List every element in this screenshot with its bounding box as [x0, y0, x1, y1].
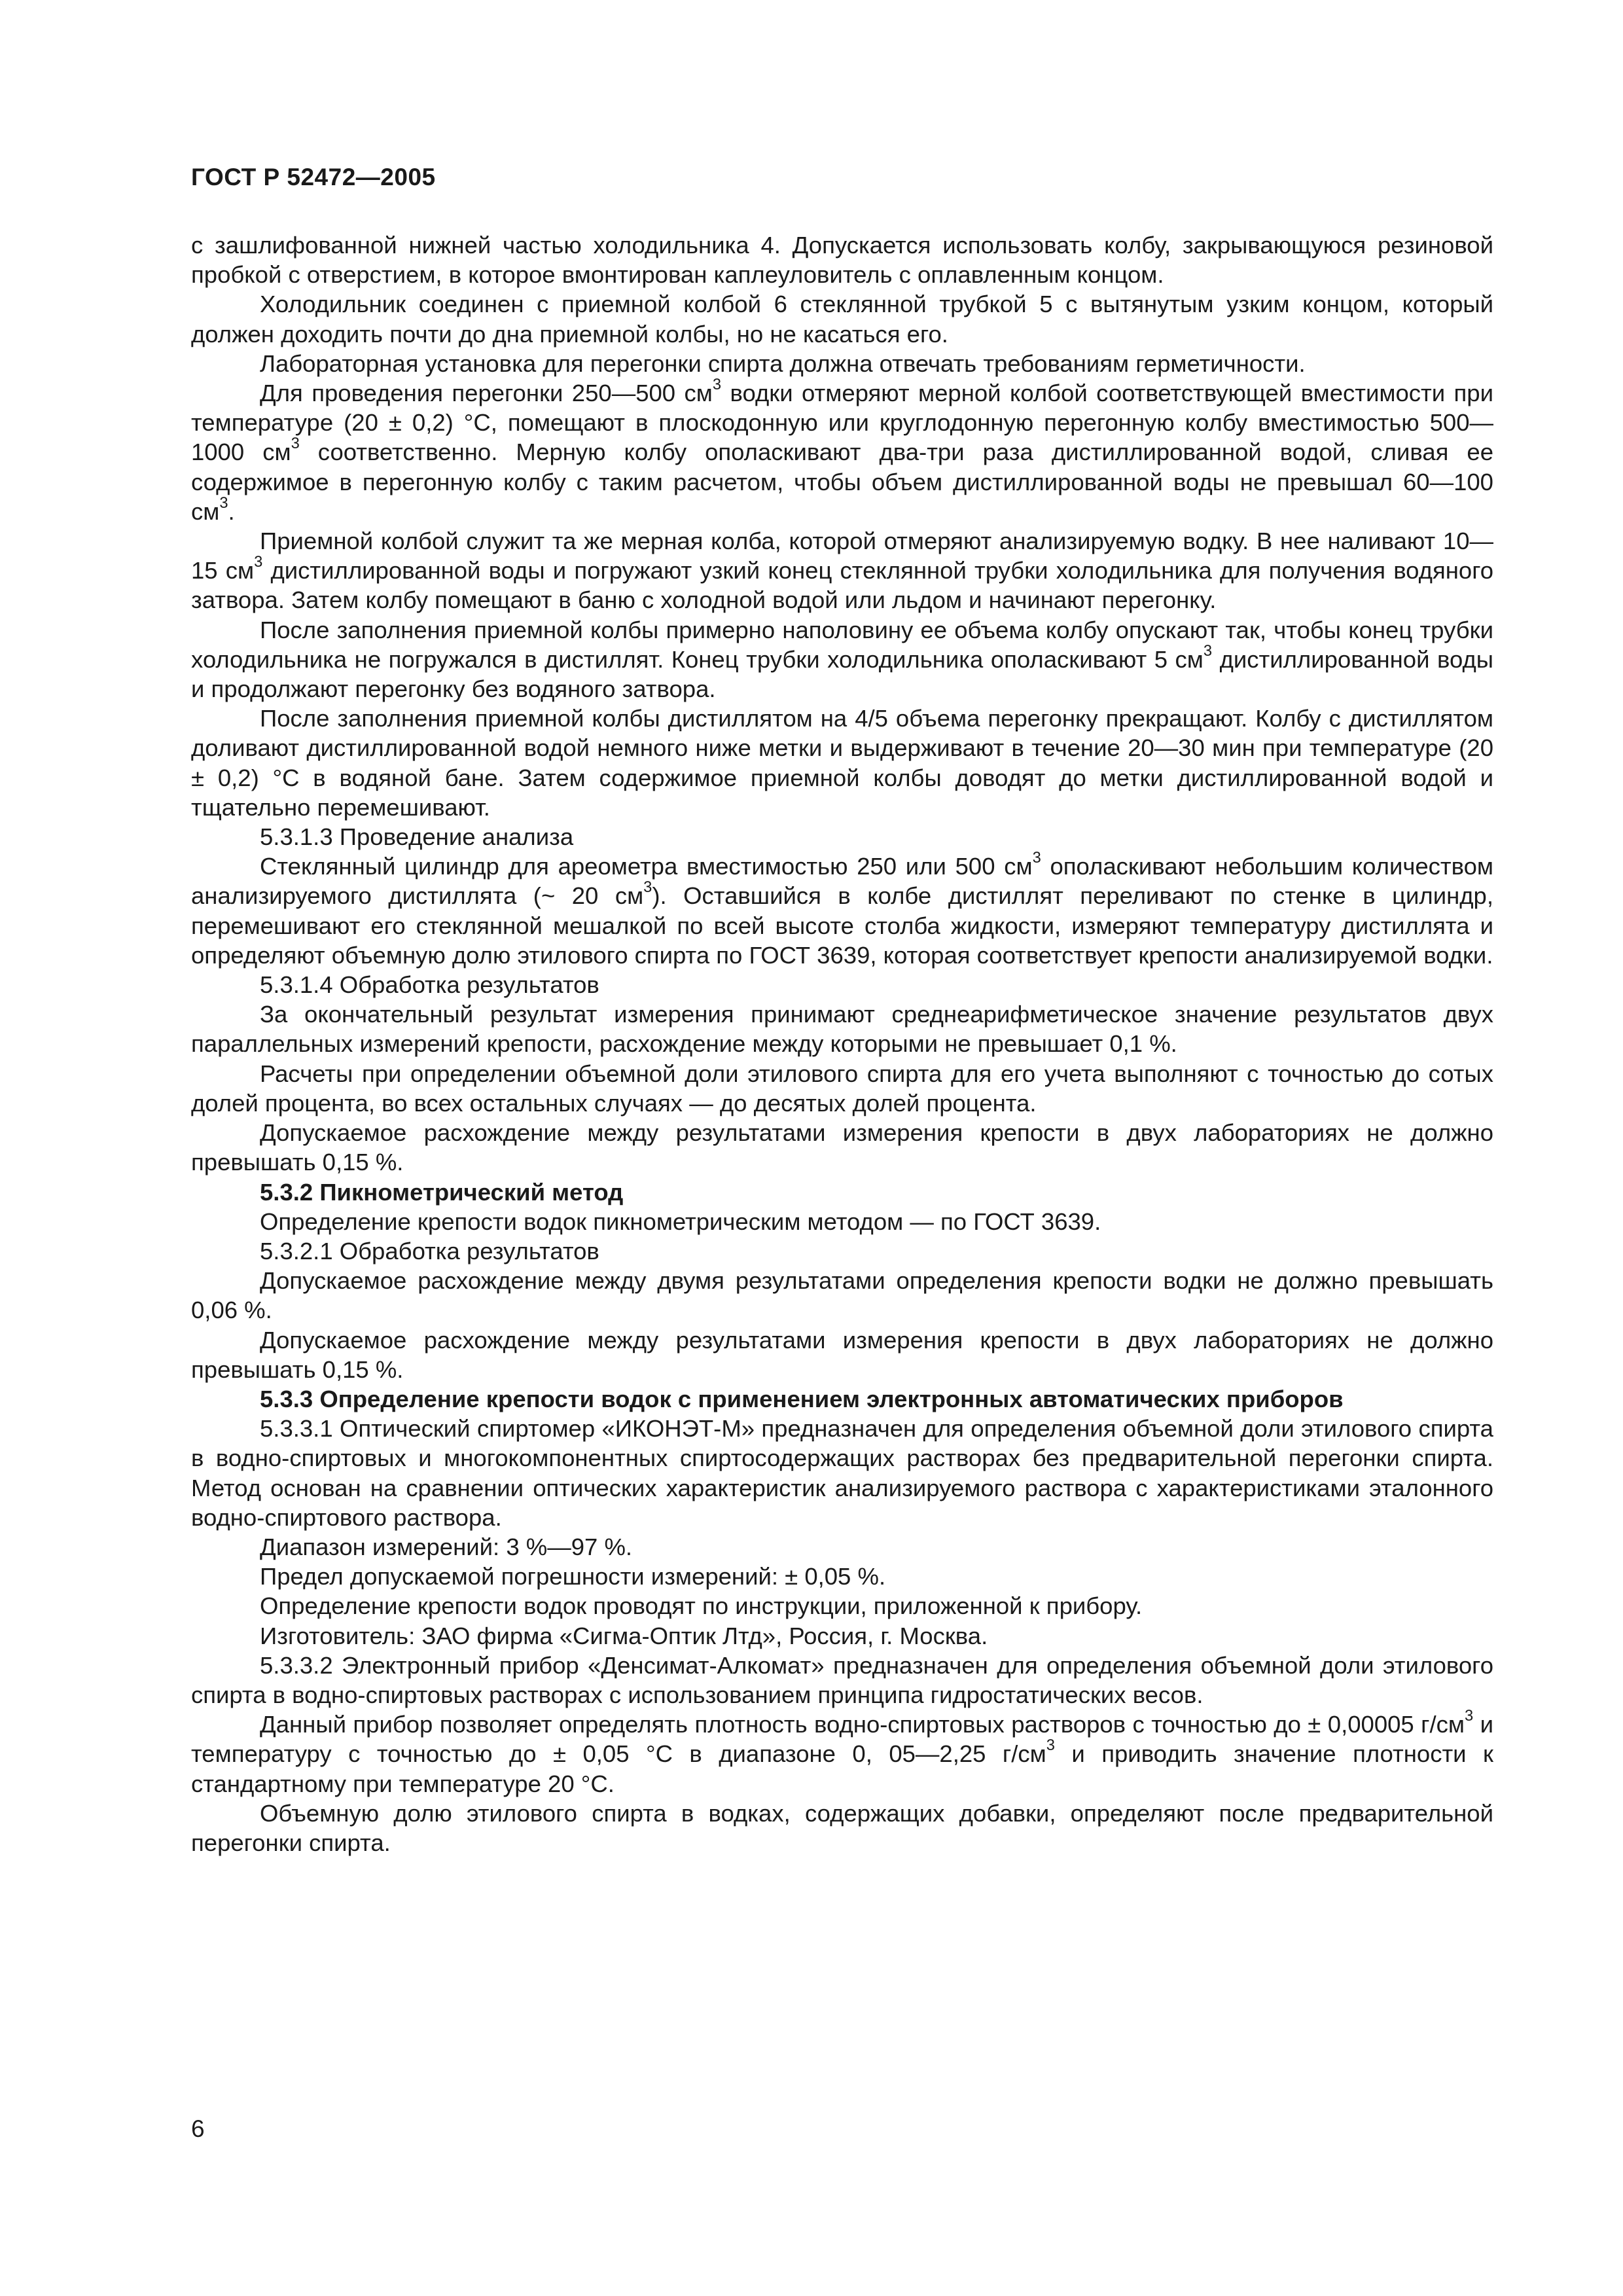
paragraph: 5.3.2.1 Обработка результатов	[260, 1237, 599, 1265]
paragraph: После заполнения приемной колбы примерно наполовину ее объема колбу опускают так, чтобы конец трубки холодильника не погружался в дистиллят. Конец трубки холодильника ополаскивают 5 $см^3$ дистиллированной воды и продолжают перегонку без водяного затвора.	[191, 616, 1493, 703]
paragraph: Предел допускаемой погрешности измерений: ± 0,05 %.	[260, 1563, 886, 1590]
paragraph: 5.3.1.4 Обработка результатов	[260, 971, 599, 999]
paragraph: Данный прибор позволяет определять плотность водно-спиртовых растворов с точностью до ± 0,00005 $г/см^3$ и температуру с точностью до ± 0,05 °С в диапазоне 0, 05—2,25 $г/см^3$ и приводить значение плотности к стандартному при температуре 20 °С.	[191, 1708, 1494, 1797]
paragraph: 5.3.1.3 Проведение анализа	[260, 823, 574, 851]
section-heading: 5.3.3 Определение крепости водок с применением электронных автоматических приборов	[260, 1385, 1344, 1412]
paragraph: с зашлифованной нижней частью холодильника 4. Допускается использовать колбу, закрывающуюся резиновой пробкой с отверстием, в которое вмонтирован каплеуловитель с оплавленным концом.	[191, 232, 1493, 289]
paragraph: За окончательный результат измерения принимают среднеарифметическое значение результатов двух параллельных измерений крепости, расхождение между которыми не превышает 0,1 %.	[191, 1001, 1493, 1058]
page-number: 6	[191, 2115, 205, 2142]
paragraph: Диапазон измерений: 3 %—97 %.	[260, 1533, 633, 1560]
paragraph: Приемной колбой служит та же мерная колба, которой отмеряют анализируемую водку. В нее наливают 10—15 $см^3$ дистиллированной воды и погружают узкий конец стеклянной трубки холодильника для получения водяного затвора. Затем колбу помещают в баню с холодной водой или льдом и начинают перегонку.	[191, 528, 1493, 614]
document-code-header: ГОСТ Р 52472—2005	[191, 164, 436, 190]
paragraph: Для проведения перегонки 250—500 $см^3$ водки отмеряют мерной колбой соответствующей вместимости при температуре (20 ± 0,2) °С, помещают в плоскодонную или круглодонную перегонную колбу вместимостью 500—1000 $см^3$ соответственно. Мерную колбу ополаскивают два-три раза дистиллированной водой, сливая ее содержимое в перегонную колбу с таким расчетом, чтобы объем дистиллированной воды не превышал 60—100 $см^3$.	[191, 376, 1493, 525]
paragraph: Определение крепости водок проводят по инструкции, приложенной к прибору.	[260, 1592, 1143, 1620]
paragraph: Лабораторная установка для перегонки спирта должна отвечать требованиям герметичности.	[260, 350, 1306, 377]
paragraph: Определение крепости водок пикнометрическим методом — по ГОСТ 3639.	[260, 1208, 1101, 1235]
paragraph: Объемную долю этилового спирта в водках, содержащих добавки, определяют после предварительной перегонки спирта.	[191, 1799, 1493, 1856]
paragraph: 5.3.3.1 Оптический спиртомер «ИКОНЭТ-М» предназначен для определения объемной доли этилового спирта в водно-спиртовых и многокомпонентных спиртосодержащих растворах без предварительной перегонки спирта. Метод основан на сравнении оптических характеристик анализируемого раствора с характеристиками эталонного водно-спиртового раствора.	[191, 1415, 1493, 1531]
paragraph: Холодильник соединен с приемной колбой 6 стеклянной трубкой 5 с вытянутым узким концом, который должен доходить почти до дна приемной колбы, но не касаться его.	[191, 291, 1493, 348]
section-heading: 5.3.2 Пикнометрический метод	[260, 1178, 624, 1206]
paragraph: Стеклянный цилиндр для ареометра вместимостью 250 или 500 $см^3$ ополаскивают небольшим количеством анализируемого дистиллята (~ 20 $см^3$). Оставшийся в колбе дистиллят переливают по стенке в цилиндр, перемешивают его стеклянной мешалкой по всей высоте столба жидкости, измеряют температуру дистиллята и определяют объемную долю этилового спирта по ГОСТ 3639, которая соответствует крепости анализируемой водки.	[191, 850, 1493, 969]
paragraph: Допускаемое расхождение между двумя результатами определения крепости водки не должно превышать 0,06 %.	[191, 1267, 1493, 1324]
paragraph: 5.3.3.2 Электронный прибор «Денсимат-Алкомат» предназначен для определения объемной доли этилового спирта в водно-спиртовых растворах с использованием принципа гидростатических весов.	[191, 1651, 1493, 1708]
document-body	[191, 230, 1493, 1857]
paragraph: Расчеты при определении объемной доли этилового спирта для его учета выполняют с точностью до сотых долей процента, во всех остальных случаях — до десятых долей процента.	[191, 1060, 1493, 1117]
paragraph: Допускаемое расхождение между результатами измерения крепости в двух лабораториях не должно превышать 0,15 %.	[191, 1119, 1493, 1176]
paragraph: Изготовитель: ЗАО фирма «Сигма-Оптик Лтд», Россия, г. Москва.	[260, 1622, 988, 1649]
paragraph: Допускаемое расхождение между результатами измерения крепости в двух лабораториях не должно превышать 0,15 %.	[191, 1326, 1493, 1383]
paragraph: После заполнения приемной колбы дистиллятом на 4/5 объема перегонку прекращают. Колбу с дистиллятом доливают дистиллированной водой немного ниже метки и выдерживают в течение 20—30 мин при температуре (20 ± 0,2) °С в водяной бане. Затем содержимое приемной колбы доводят до метки дистиллированной водой и тщательно перемешивают.	[191, 705, 1493, 821]
